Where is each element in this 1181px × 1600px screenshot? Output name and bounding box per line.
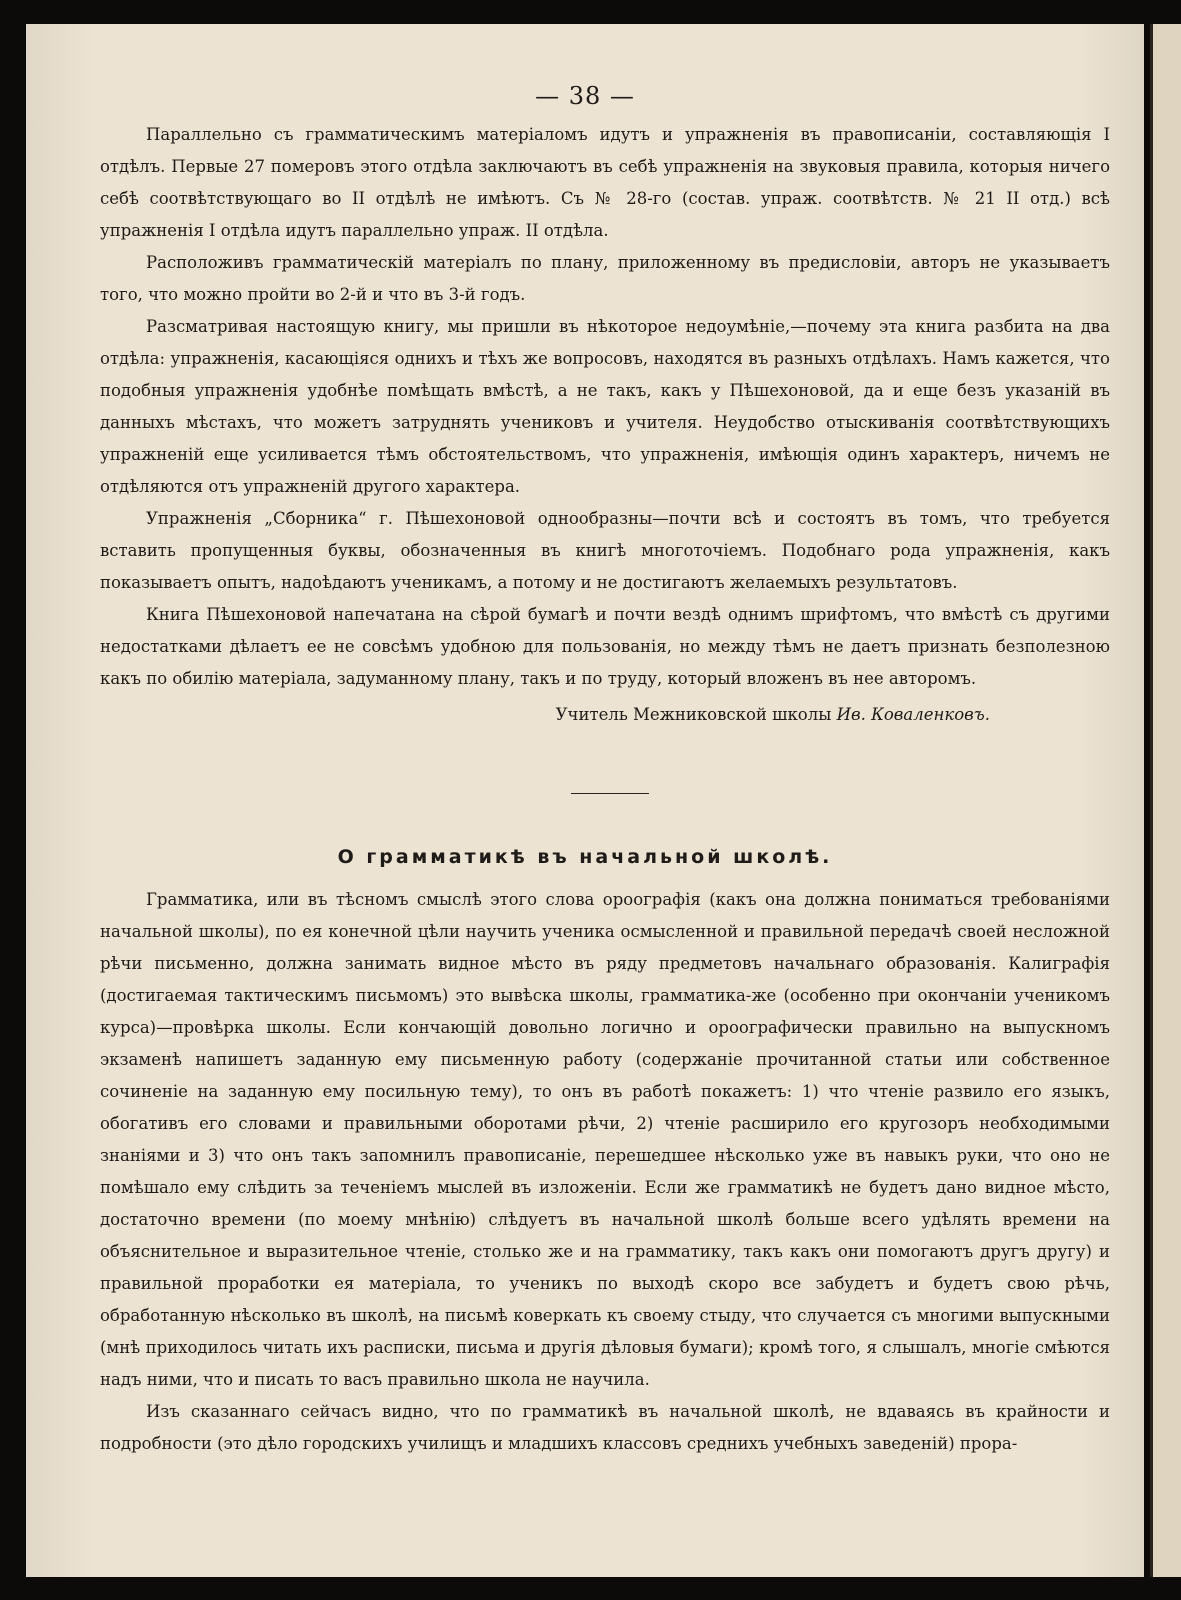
article-section (100, 884, 1110, 1460)
review-paragraph-2: Расположивъ грамматическій матеріалъ по плану, приложенному въ предисловіи, авторъ не указываетъ того, что можно пройти во 2-й и что въ 3-й годъ. (100, 253, 1110, 304)
page-number: — 38 — (535, 82, 635, 110)
section-divider (571, 793, 649, 794)
article-title: О грамматикѣ въ начальной школѣ. (337, 846, 833, 868)
adjacent-page-edge (1150, 24, 1181, 1577)
signature-name: Ив. Коваленковъ. (836, 705, 990, 724)
review-paragraph-1: Параллельно съ грамматическимъ матеріаломъ идутъ и упражненія въ правописаніи, составляющія I отдѣлъ. Первые 27 померовъ этого отдѣла заключаютъ въ себѣ упражненія на звуковыя правила, которыя ничего себѣ соотвѣтствующаго во II отдѣлѣ не имѣютъ. Съ № 28-го (состав. упраж. соотвѣтств. № 21 II отд.) всѣ упражненія I отдѣла идутъ параллельно упраж. II отдѣла. (100, 125, 1110, 240)
signature-position: Учитель Межниковской школы (555, 705, 832, 724)
review-section (100, 119, 1110, 731)
article-paragraph-2: Изъ сказаннаго сейчасъ видно, что по грамматикѣ въ начальной школѣ, не вдаваясь въ крайности и подробности (это дѣло городскихъ училищъ и младшихъ классовъ среднихъ учебныхъ заведеній) прора- (100, 1402, 1110, 1453)
review-signature (100, 699, 990, 731)
article-paragraph-1: Грамматика, или въ тѣсномъ смыслѣ этого слова ороографія (какъ она должна пониматься требованіями начальной школы), по ея конечной цѣли научить ученика осмысленной и правильной передачѣ своей несложной рѣчи письменно, должна занимать видное мѣсто въ ряду предметовъ начальнаго образованія. Калиграфія (достигаемая тактическимъ письмомъ) это вывѣска школы, грамматика-же (особенно при окончаніи ученикомъ курса)—провѣрка школы. Если кончающій довольно логично и ороографически правильно на выпускномъ экзаменѣ напишетъ заданную ему письменную работу (содержаніе прочитанной статьи или собственное сочиненіе на заданную ему посильную тему), то онъ въ работѣ покажетъ: 1) что чтеніе развило его языкъ, обогативъ его словами и правильными оборотами рѣчи, 2) чтеніе расширило его кругозоръ необходимыми знаніями и 3) что онъ такъ запомнилъ правописаніе, перешедшее нѣсколько уже въ навыкъ руки, что оно не помѣшало ему слѣдить за теченіемъ мыслей въ изложеніи. Если же грамматикѣ не будетъ дано видное мѣсто, достаточно времени (по моему мнѣнію) слѣдуетъ въ начальной школѣ больше всего удѣлять времени на объяснительное и выразительное чтеніе, столько же и на грамматику, такъ какъ они помогаютъ другъ другу) и правильной проработки ея матеріала, то ученикъ по выходѣ скоро все забудетъ и будетъ свою рѣчь, обработанную нѣсколько въ школѣ, на письмѣ коверкать къ своему стыду, что случается съ многими выпускными (мнѣ приходилось читать ихъ расписки, письма и другія дѣловыя бумаги); кромѣ того, я слышалъ, многіе смѣются надъ ними, что и писать то васъ правильно школа не научила. (100, 890, 1110, 1389)
document-page (26, 24, 1144, 1577)
review-paragraph-5: Книга Пѣшехоновой напечатана на сѣрой бумагѣ и почти вездѣ однимъ шрифтомъ, что вмѣстѣ съ другими недостатками дѣлаетъ ее не совсѣмъ удобною для пользованія, но между тѣмъ не даетъ признать безполезною какъ по обилію матеріала, задуманному плану, такъ и по труду, который вложенъ въ нее авторомъ. (100, 605, 1110, 688)
review-paragraph-3: Разсматривая настоящую книгу, мы пришли въ нѣкоторое недоумѣніе,—почему эта книга разбита на два отдѣла: упражненія, касающіяся однихъ и тѣхъ же вопросовъ, находятся въ разныхъ отдѣлахъ. Намъ кажется, что подобныя упражненія удобнѣе помѣщать вмѣстѣ, а не такъ, какъ у Пѣшехоновой, да и еще безъ указаній въ данныхъ мѣстахъ, что можетъ затруднять учениковъ и учителя. Неудобство отыскиванія соотвѣтствующихъ упражненій еще усиливается тѣмъ обстоятельствомъ, что упражненія, имѣющія одинъ характеръ, ничемъ не отдѣляются отъ упражненій другого характера. (100, 317, 1110, 496)
review-paragraph-4: Упражненія „Сборника“ г. Пѣшехоновой однообразны—почти всѣ и состоятъ въ томъ, что требуется вставить пропущенныя буквы, обозначенныя въ книгѣ многоточіемъ. Подобнаго рода упражненія, какъ показываетъ опытъ, надоѣдаютъ ученикамъ, а потому и не достигаютъ желаемыхъ результатовъ. (100, 509, 1110, 592)
